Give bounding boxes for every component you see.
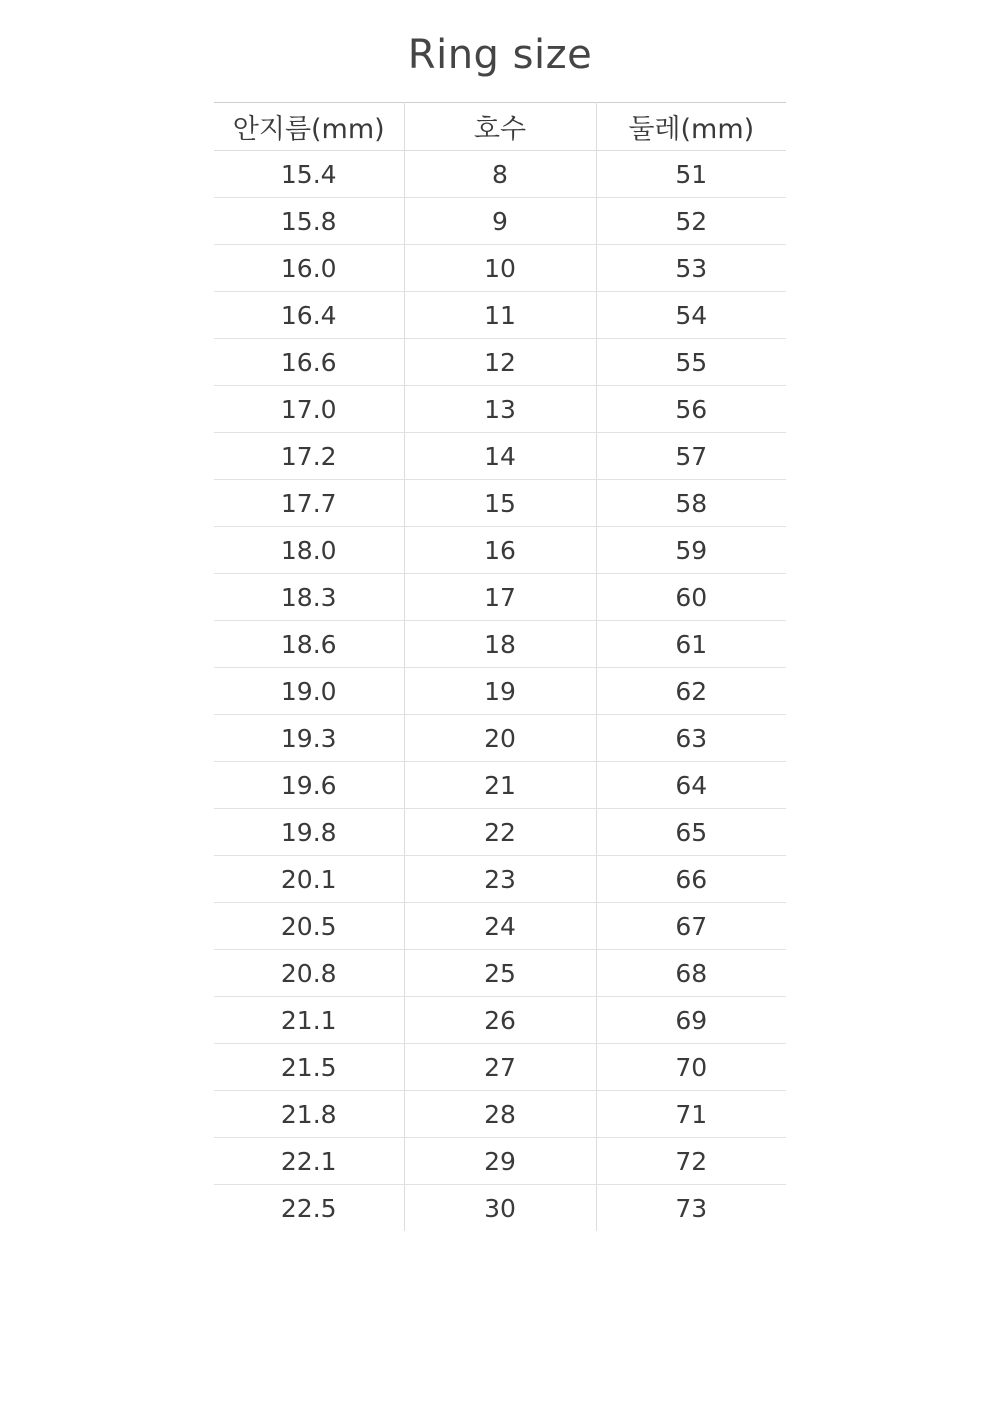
inner-diameter-cell: 19.0 [214, 668, 404, 715]
circumference-cell: 53 [596, 245, 786, 292]
table-row [214, 574, 786, 621]
inner-diameter-cell: 21.5 [214, 1044, 404, 1091]
circumference-cell: 65 [596, 809, 786, 856]
size-number-cell: 14 [404, 433, 596, 480]
header-size-number: 호수 [404, 103, 596, 151]
size-number-cell: 21 [404, 762, 596, 809]
size-number-cell: 19 [404, 668, 596, 715]
table-row [214, 151, 786, 198]
inner-diameter-cell: 15.8 [214, 198, 404, 245]
circumference-cell: 63 [596, 715, 786, 762]
size-number-cell: 10 [404, 245, 596, 292]
size-number-cell: 23 [404, 856, 596, 903]
circumference-cell: 70 [596, 1044, 786, 1091]
size-number-cell: 15 [404, 480, 596, 527]
size-number-cell: 28 [404, 1091, 596, 1138]
table-row [214, 1138, 786, 1185]
page-title: Ring size [407, 32, 593, 78]
table-row [214, 433, 786, 480]
table-row [214, 245, 786, 292]
inner-diameter-cell: 17.0 [214, 386, 404, 433]
size-number-cell: 13 [404, 386, 596, 433]
inner-diameter-cell: 18.6 [214, 621, 404, 668]
table-row [214, 856, 786, 903]
circumference-cell: 54 [596, 292, 786, 339]
circumference-cell: 52 [596, 198, 786, 245]
circumference-cell: 57 [596, 433, 786, 480]
table-row [214, 527, 786, 574]
inner-diameter-cell: 22.1 [214, 1138, 404, 1185]
table-body [214, 151, 786, 1232]
circumference-cell: 59 [596, 527, 786, 574]
table-row [214, 715, 786, 762]
header-circumference: 둘레(mm) [596, 103, 786, 151]
circumference-cell: 58 [596, 480, 786, 527]
inner-diameter-cell: 20.5 [214, 903, 404, 950]
circumference-cell: 66 [596, 856, 786, 903]
table-row [214, 198, 786, 245]
inner-diameter-cell: 17.7 [214, 480, 404, 527]
circumference-cell: 62 [596, 668, 786, 715]
size-number-cell: 24 [404, 903, 596, 950]
table-row [214, 621, 786, 668]
inner-diameter-cell: 22.5 [280, 1193, 337, 1223]
table-row [214, 668, 786, 715]
table-row [214, 339, 786, 386]
inner-diameter-cell: 21.8 [214, 1091, 404, 1138]
table-row [214, 950, 786, 997]
table-row [214, 762, 786, 809]
inner-diameter-cell: 19.6 [214, 762, 404, 809]
size-number-cell: 17 [404, 574, 596, 621]
size-number-cell: 25 [404, 950, 596, 997]
inner-diameter-cell: 18.3 [214, 574, 404, 621]
circumference-cell: 56 [596, 386, 786, 433]
size-number-cell: 29 [404, 1138, 596, 1185]
inner-diameter-cell: 21.1 [214, 997, 404, 1044]
table-row [214, 1185, 786, 1232]
header-inner-diameter: 안지름(mm) [214, 103, 404, 151]
circumference-cell: 51 [596, 151, 786, 198]
inner-diameter-cell: 19.3 [214, 715, 404, 762]
table-row [214, 292, 786, 339]
circumference-cell: 69 [596, 997, 786, 1044]
size-number-cell: 12 [404, 339, 596, 386]
inner-diameter-cell: 16.4 [214, 292, 404, 339]
size-number-cell: 16 [404, 527, 596, 574]
table-row [214, 809, 786, 856]
inner-diameter-cell: 16.6 [214, 339, 404, 386]
table-row [214, 903, 786, 950]
circumference-cell: 55 [596, 339, 786, 386]
size-number-cell: 30 [404, 1185, 596, 1232]
size-number-cell: 27 [404, 1044, 596, 1091]
table-row [214, 480, 786, 527]
inner-diameter-cell: 17.2 [214, 433, 404, 480]
table-row [214, 1044, 786, 1091]
size-number-cell: 8 [404, 151, 596, 198]
circumference-cell: 68 [596, 950, 786, 997]
circumference-cell: 72 [596, 1138, 786, 1185]
circumference-cell: 60 [596, 574, 786, 621]
size-number-cell: 9 [404, 198, 596, 245]
circumference-cell: 73 [596, 1185, 786, 1232]
inner-diameter-cell: 19.8 [214, 809, 404, 856]
circumference-cell: 64 [596, 762, 786, 809]
size-number-cell: 22 [404, 809, 596, 856]
circumference-cell: 71 [596, 1091, 786, 1138]
size-number-cell: 18 [404, 621, 596, 668]
inner-diameter-cell: 20.1 [214, 856, 404, 903]
table-row [214, 997, 786, 1044]
ring-size-table [214, 102, 786, 1231]
inner-diameter-cell: 15.4 [214, 151, 404, 198]
table-header-row [214, 103, 786, 151]
circumference-cell: 61 [596, 621, 786, 668]
table-row [214, 1091, 786, 1138]
inner-diameter-cell: 20.8 [214, 950, 404, 997]
table-row [214, 386, 786, 433]
circumference-cell: 67 [596, 903, 786, 950]
size-number-cell: 26 [404, 997, 596, 1044]
size-number-cell: 11 [404, 292, 596, 339]
inner-diameter-cell: 18.0 [214, 527, 404, 574]
size-number-cell: 20 [404, 715, 596, 762]
inner-diameter-cell: 16.0 [214, 245, 404, 292]
